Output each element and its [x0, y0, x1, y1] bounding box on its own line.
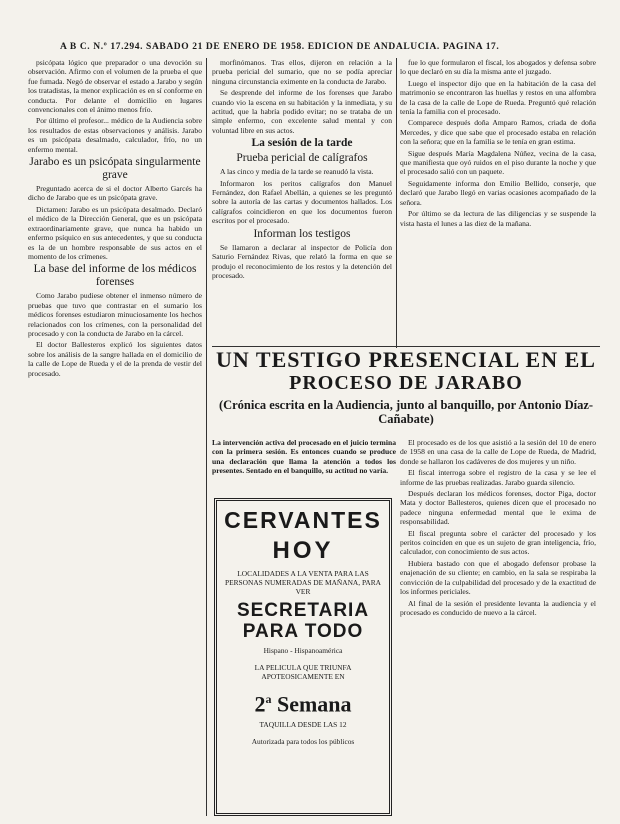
paragraph: Se llamaron a declarar al inspector de Policía don Saturio Fernández Rivas, que relató la forma en que se produjo el reconocimiento de los restos y la detención del procesado. [212, 242, 392, 280]
ad-hoy: HOY [272, 537, 334, 564]
paragraph: A las cinco y media de la tarde se reanudó la vista. [220, 167, 374, 177]
ad-taquilla: TAQUILLA DESDE LAS 12 [259, 720, 347, 730]
paragraph: psicópata lógico que preparador o una devoción su observación. Afirmo con el volumen de la prueba el que fue fumada. Negó de observar el estado a Jarabo y según los tratadistas, la menor explicación es en sí conforme en conducta. Por delante el domicilio en lugares convencionales con el ánimo menos frío. [28, 58, 202, 115]
article-column-1 [28, 58, 202, 816]
paragraph: Por último el profesor... médico de la Audiencia sobre los resultados de estas observaciones y análisis. Jarabo es un psicópata desalmado, calculador, frío, no un enfermo mental. [28, 116, 202, 154]
paragraph: morfinómanos. Tras ellos, dijeron en relación a la prueba pericial del sumario, que no se podía apreciar ninguna circunstancia eximente en la conducta de Jarabo. [212, 58, 392, 86]
paragraph: El fiscal pregunta sobre el carácter del procesado y los peritos coinciden en que es un sujeto de gran inteligencia, frío, calculador, con conocimiento de sus actos. [400, 528, 596, 557]
subheading-testigos: Informan los testigos [253, 227, 351, 240]
subheading-prueba-pericial: Prueba pericial de calígrafos [236, 152, 368, 165]
paragraph: Dictamen: Jarabo es un psicópata desalmado. Declaró el médico de la Dirección General, que es un psicópata extraordinariamente grave, que nunca ha habido un enfermo psíquico en sus antecedentes, y que su conducta es la de un hombre responsable de sus actos en el momento de los crímenes. [28, 204, 202, 261]
paragraph: Preguntado acerca de si el doctor Alberto Garcés ha dicho de Jarabo que es un psicópata grave. [28, 184, 202, 203]
ad-brand: CERVANTES [224, 507, 382, 533]
ad-week-word: Semana [276, 691, 352, 717]
paragraph: Por último se da lectura de las diligencias y se suspende la vista hasta el lunes a las diez de la mañana. [400, 209, 596, 228]
column-rule-2 [396, 58, 397, 348]
paragraph: fue lo que formularon el fiscal, los abogados y defensa sobre lo que declaró en su día la misma ante el juzgado. [400, 58, 596, 77]
paragraph: Comparece después doña Amparo Ramos, criada de doña Mercedes, y dice que sabe que el procesado estaba en relación con la señora; que en la familia se le tenía en gran estima. [400, 118, 596, 147]
main-headline [212, 348, 600, 426]
article-column-2 [212, 58, 392, 348]
subheading-psicopata: Jarabo es un psicópata singularmente grave [29, 156, 201, 182]
headline-line-1: UN TESTIGO PRESENCIAL EN EL [216, 347, 596, 372]
headline-line-2: PROCESO DE JARABO [289, 372, 523, 394]
cinema-advertisement [214, 498, 392, 816]
headline-byline: (Crónica escrita en la Audiencia, junto al banquillo, por Antonio Díaz-Cañabate) [218, 398, 594, 426]
article-lead: La intervención activa del procesado en el juicio termina con la primera sesión. Es entonces cuando se produce una declaración que llama la atención a todos los presentes. Sentado en el banquillo, su actitud no varía. [212, 438, 396, 476]
paragraph: Luego el inspector dijo que en la habitación de la casa del matrimonio se encontraron las huellas y restos en una alfombra de la casa de la calle de Lope de Rueda. Preguntó qué relación tenía la familia con el procesado. [400, 78, 596, 117]
ad-week [217, 687, 389, 716]
article-column-4 [400, 438, 596, 818]
ad-title-1: SECRETARIA [236, 600, 370, 621]
paragraph: Informaron los peritos calígrafos don Manuel Fernández, don Rafael Abellán, a quienes se les preguntó sobre la autoría de las cartas y documentos hallados. Los calígrafos coincidieron en que los documentos fueron escritos por el procesado. [212, 178, 392, 226]
ad-localidades: LOCALIDADES A LA VENTA PARA LAS PERSONAS NUMERADAS DE MAÑANA, PARA VER [225, 569, 381, 596]
ad-week-number: 2 [254, 691, 266, 717]
paragraph: Seguidamente informa don Emilio Bellido, conserje, que declaró que Jarabo llegó en varias ocasiones acompañado de la señora. [400, 178, 596, 207]
paragraph: El procesado es de los que asistió a la sesión del 10 de enero de 1958 en una casa de la calle de Lope de Rueda, de Madrid, donde se hallaron los cadáveres de dos mujeres y un niño. [400, 438, 596, 466]
ad-title-2: PARA TODO [242, 621, 364, 642]
article-column-3 [400, 58, 596, 348]
paragraph: Como Jarabo pudiese obtener el inmenso número de pruebas que tuvo que contrastar en el sumario los médicos forenses estudiaron minuciosamente los hechos relacionados con los crímenes, con la personalidad del procesado y con la conducta de Jarabo en la cárcel. [28, 291, 202, 338]
column-rule-1 [206, 58, 207, 816]
subheading-base-informe: La base del informe de los médicos forenses [33, 263, 197, 289]
ad-credits: Hispano - Hispanoamérica [263, 646, 343, 655]
paragraph: Se desprende del informe de los forenses que Jarabo cuando vio la escena en su habitación y la inmediata, y su actitud, que la habría podido evitar; no se trataba de un simple enfermo, con excelente salud mental y con voluntad libre en sus actos. [212, 88, 392, 135]
paragraph: Al final de la sesión el presidente levanta la audiencia y el procesado es conducido de nuevo a la cárcel. [400, 598, 596, 617]
paragraph: El doctor Ballesteros explicó los siguientes datos sobre los análisis de la sangre hallada en el domicilio de la calle de Lope de Rueda y el de la prenda de vestir del procesado. [28, 340, 202, 378]
paragraph: Después declaran los médicos forenses, doctor Piga, doctor Mata y doctor Ballesteros, quienes dicen que el procesado no padece ninguna enfermedad mental que le exima de responsabilidad. [400, 489, 596, 527]
paragraph: Hubiera bastado con que el abogado defensor probase la enajenación de su cliente; en cambio, en la sala se respiraba la convicción de la culpabilidad del procesado y de la exactitud de los informes periciales. [400, 558, 596, 597]
ad-autorizada: Autorizada para todos los públicos [251, 737, 355, 747]
paragraph: Sigue después María Magdalena Núñez, vecina de la casa, que manifiesta que oyó ruidos en el piso durante la noche y que el procesado salió con un paquete. [400, 148, 596, 177]
ad-week-sup: a [265, 692, 272, 706]
ad-tagline: LA PELICULA QUE TRIUNFA APOTEOSICAMENTE EN [254, 663, 352, 681]
paragraph: El fiscal interroga sobre el registro de la casa y se lee el informe de las pruebas realizadas. Jarabo guarda silencio. [400, 468, 596, 487]
page-header: A B C. N.º 17.294. SABADO 21 DE ENERO DE 1958. EDICION DE ANDALUCIA. PAGINA 17. [60, 42, 500, 52]
subheading-sesion-tarde: La sesión de la tarde [251, 137, 353, 150]
